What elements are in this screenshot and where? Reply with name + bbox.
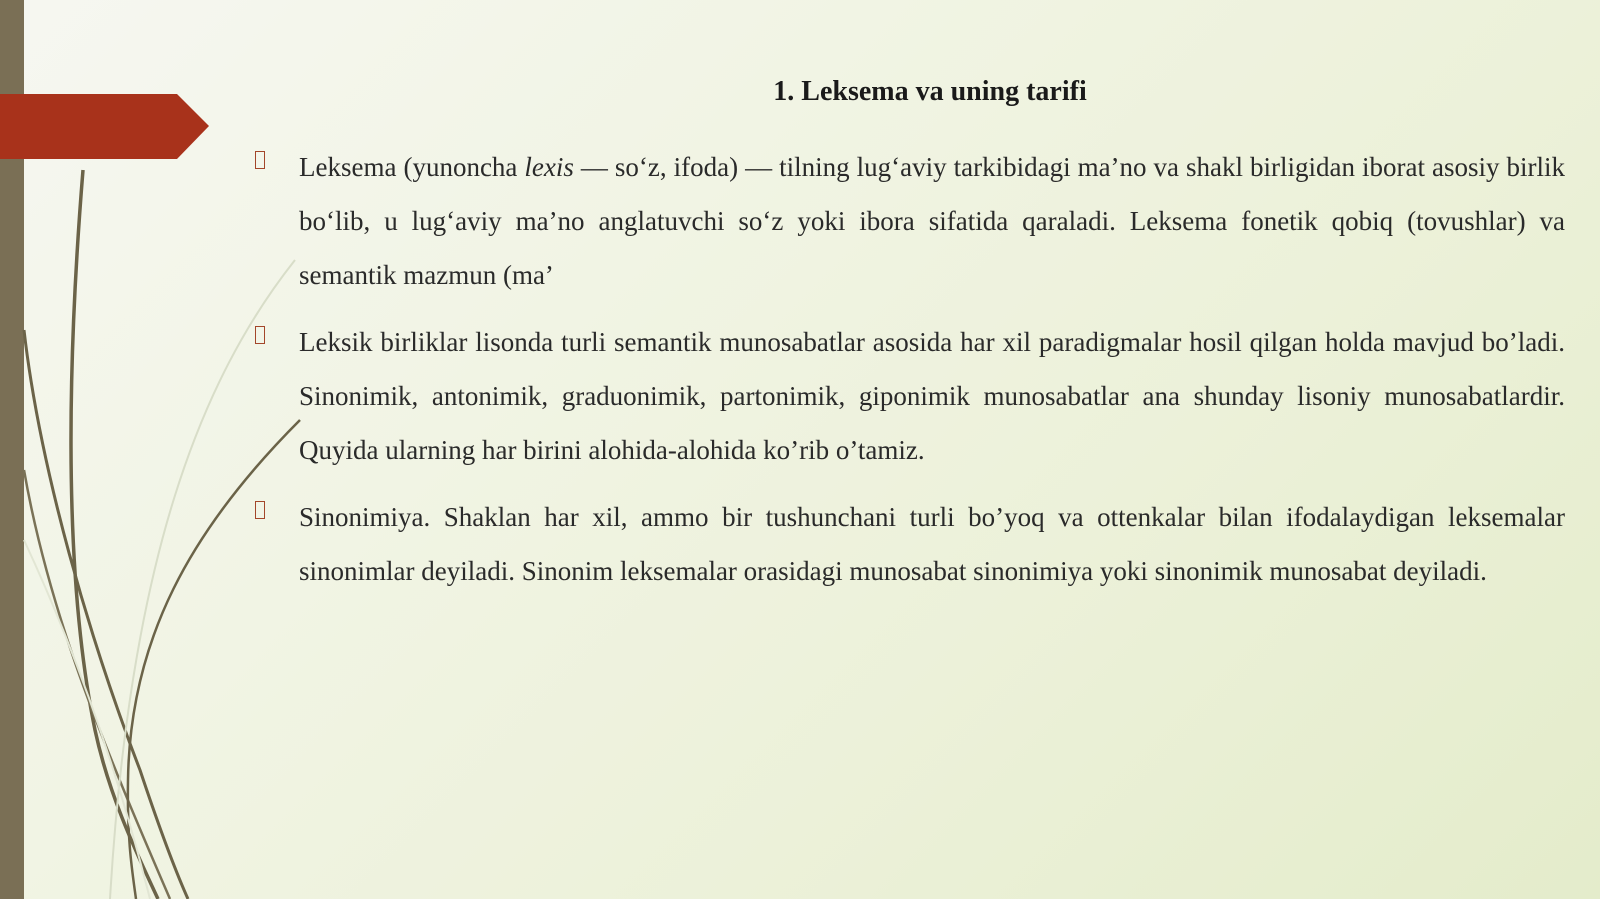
slide-title: 1. Leksema va uning tarifi — [773, 76, 1087, 107]
bullet-item-leksema — [255, 140, 1565, 302]
bullet-text-sinonimiya: Sinonimiya. Shaklan har xil, ammo bir tushunchani turli bo’yoq va ottenkalar bilan ifodalaydigan leksemalar sinonimlar deyiladi. Sinonim leksemalar orasidagi munosabat sinonimiya yoki sinonimik munosabat deyiladi. — [299, 502, 1565, 586]
bullet-item-leksik-birliklar — [255, 315, 1565, 477]
bullet-text-post: — so‘z, ifoda) — tilning lug‘aviy tarkibidagi ma’no va shakl birligidan iborat asosiy birlik bo‘lib, u lug‘aviy ma’no anglatuvchi so‘z yoki ibora sifatida qaraladi. Leksema fonetik qobiq (tovushlar) va semantik mazmun (ma’ — [299, 152, 1565, 290]
bullet-marker-icon — [255, 326, 265, 344]
bullet-text-italic-term: lexis — [524, 152, 574, 182]
bullet-list — [255, 140, 1565, 611]
red-arrow-shape — [0, 94, 209, 159]
bullet-item-sinonimiya — [255, 490, 1565, 598]
bullet-marker-icon — [255, 151, 265, 169]
bullet-text-leksema — [299, 140, 1565, 302]
bullet-text-leksik-birliklar: Leksik birliklar lisonda turli semantik munosabatlar asosida har xil paradigmalar hosil qilgan holda mavjud bo’ladi. Sinonimik, antonimik, graduonimik, partonimik, giponimik munosabatlar ana shunday lisoniy munosabatlardir. Quyida ularning har birini alohida-alohida ko’rib o’tamiz. — [299, 327, 1565, 465]
bullet-text-pre: Leksema (yunoncha — [299, 152, 525, 182]
bullet-marker-icon — [255, 501, 265, 519]
